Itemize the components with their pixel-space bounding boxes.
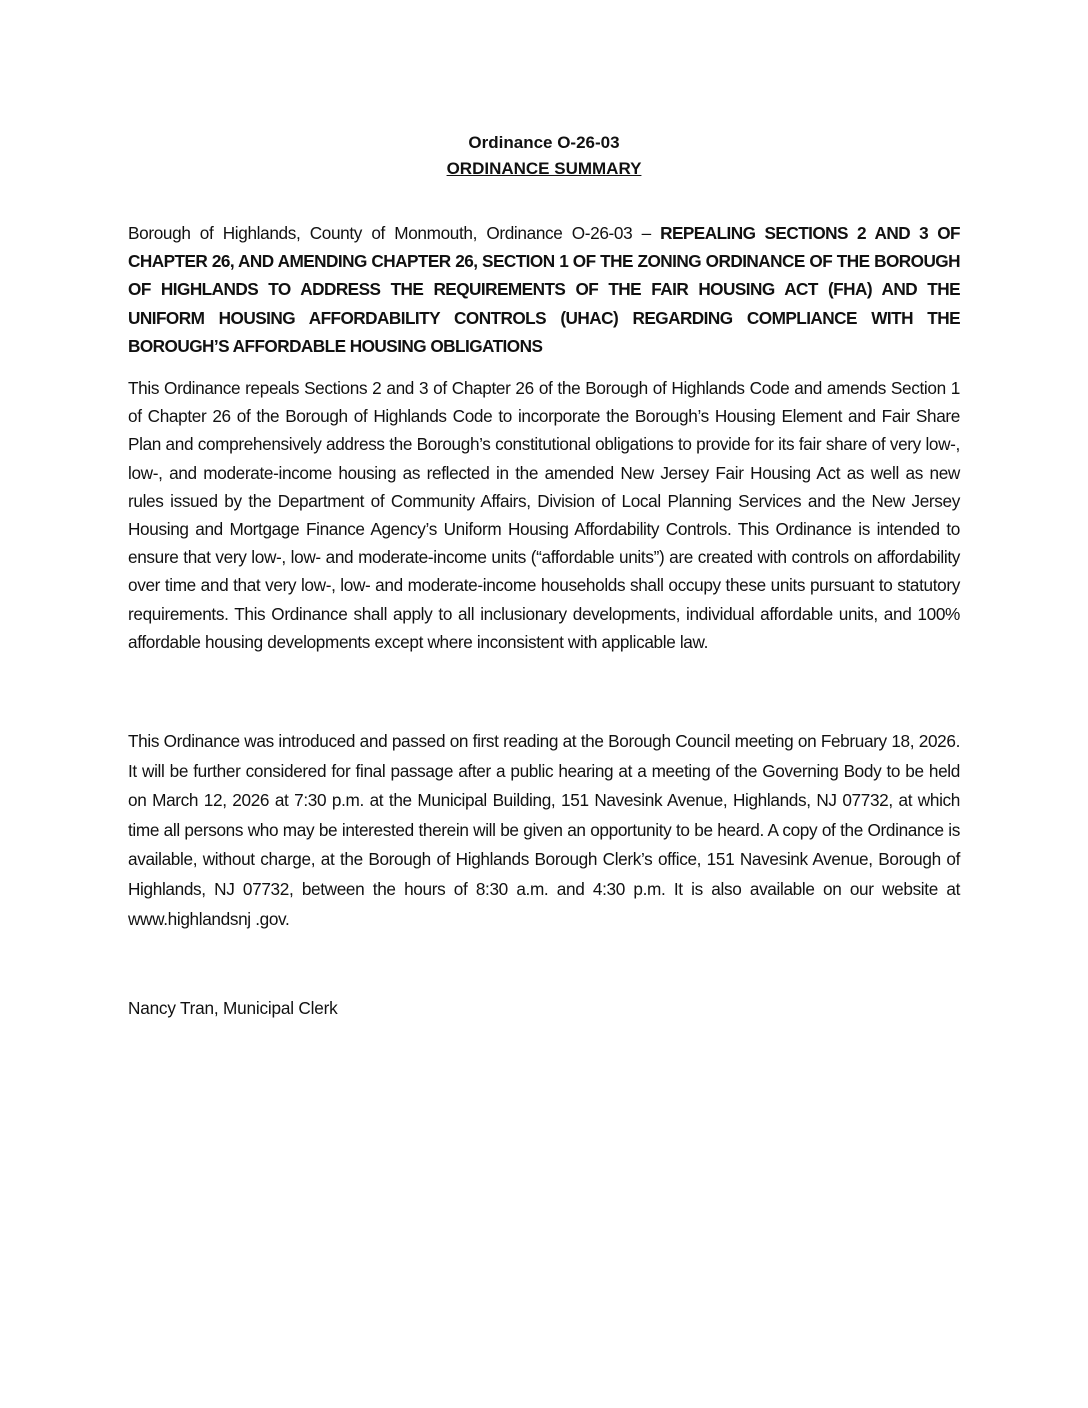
title-block	[128, 130, 960, 182]
intro-paragraph	[128, 219, 960, 360]
clerk-signature: Nancy Tran, Municipal Clerk	[128, 998, 338, 1018]
summary-paragraph: This Ordinance repeals Sections 2 and 3 of Chapter 26 of the Borough of Highlands Code and amends Section 1 of Chapter 26 of the Borough of Highlands Code to incorporate the Borough’s Housing Element and Fair Share Plan and comprehensively address the Borough’s constitutional obligations to provide for its fair share of very low-, low-, and moderate-income housing as reflected in the amended New Jersey Fair Housing Act as well as new rules issued by the Department of Community Affairs, Division of Local Planning Services and the New Jersey Housing and Mortgage Finance Agency’s Uniform Housing Affordability Controls. This Ordinance is intended to ensure that very low-, low- and moderate-income units (“affordable units”) are created with controls on affordability over time and that very low-, low- and moderate-income households shall occupy these units pursuant to statutory requirements. This Ordinance shall apply to all inclusionary developments, individual affordable units, and 100% affordable housing developments except where inconsistent with applicable law.	[128, 378, 960, 652]
ordinance-summary-heading: ORDINANCE SUMMARY	[446, 159, 642, 178]
hearing-notice-paragraph: This Ordinance was introduced and passed on first reading at the Borough Council meeting on February 18, 2026. It will be further considered for final passage after a public hearing at a meeting of the Governing Body to be held on March 12, 2026 at 7:30 p.m. at the Municipal Building, 151 Navesink Avenue, Highlands, NJ 07732, at which time all persons who may be interested therein will be given an opportunity to be heard. A copy of the Ordinance is available, without charge, at the Borough of Highlands Borough Clerk’s office, 151 Navesink Avenue, Borough of Highlands, NJ 07732, between the hours of 8:30 a.m. and 4:30 p.m. It is also available on our website at www.highlandsnj .gov.	[128, 731, 960, 929]
intro-plain-text: Borough of Highlands, County of Monmouth, Ordinance O-26-03 –	[128, 223, 661, 243]
ordinance-number-title: Ordinance O-26-03	[468, 133, 620, 152]
intro-bold-caption: REPEALING SECTIONS 2 AND 3 OF CHAPTER 26, AND AMENDING CHAPTER 26, SECTION 1 OF THE ZONING ORDINANCE OF THE BOROUGH OF HIGHLANDS TO ADDRESS THE REQUIREMENTS OF THE FAIR HOUSING ACT (FHA) AND THE UNIFORM HOUSING AFFORDABILITY CONTROLS (UHAC) REGARDING COMPLIANCE WITH THE BOROUGH’S AFFORDABLE HOUSING OBLIGATIONS	[128, 223, 960, 356]
